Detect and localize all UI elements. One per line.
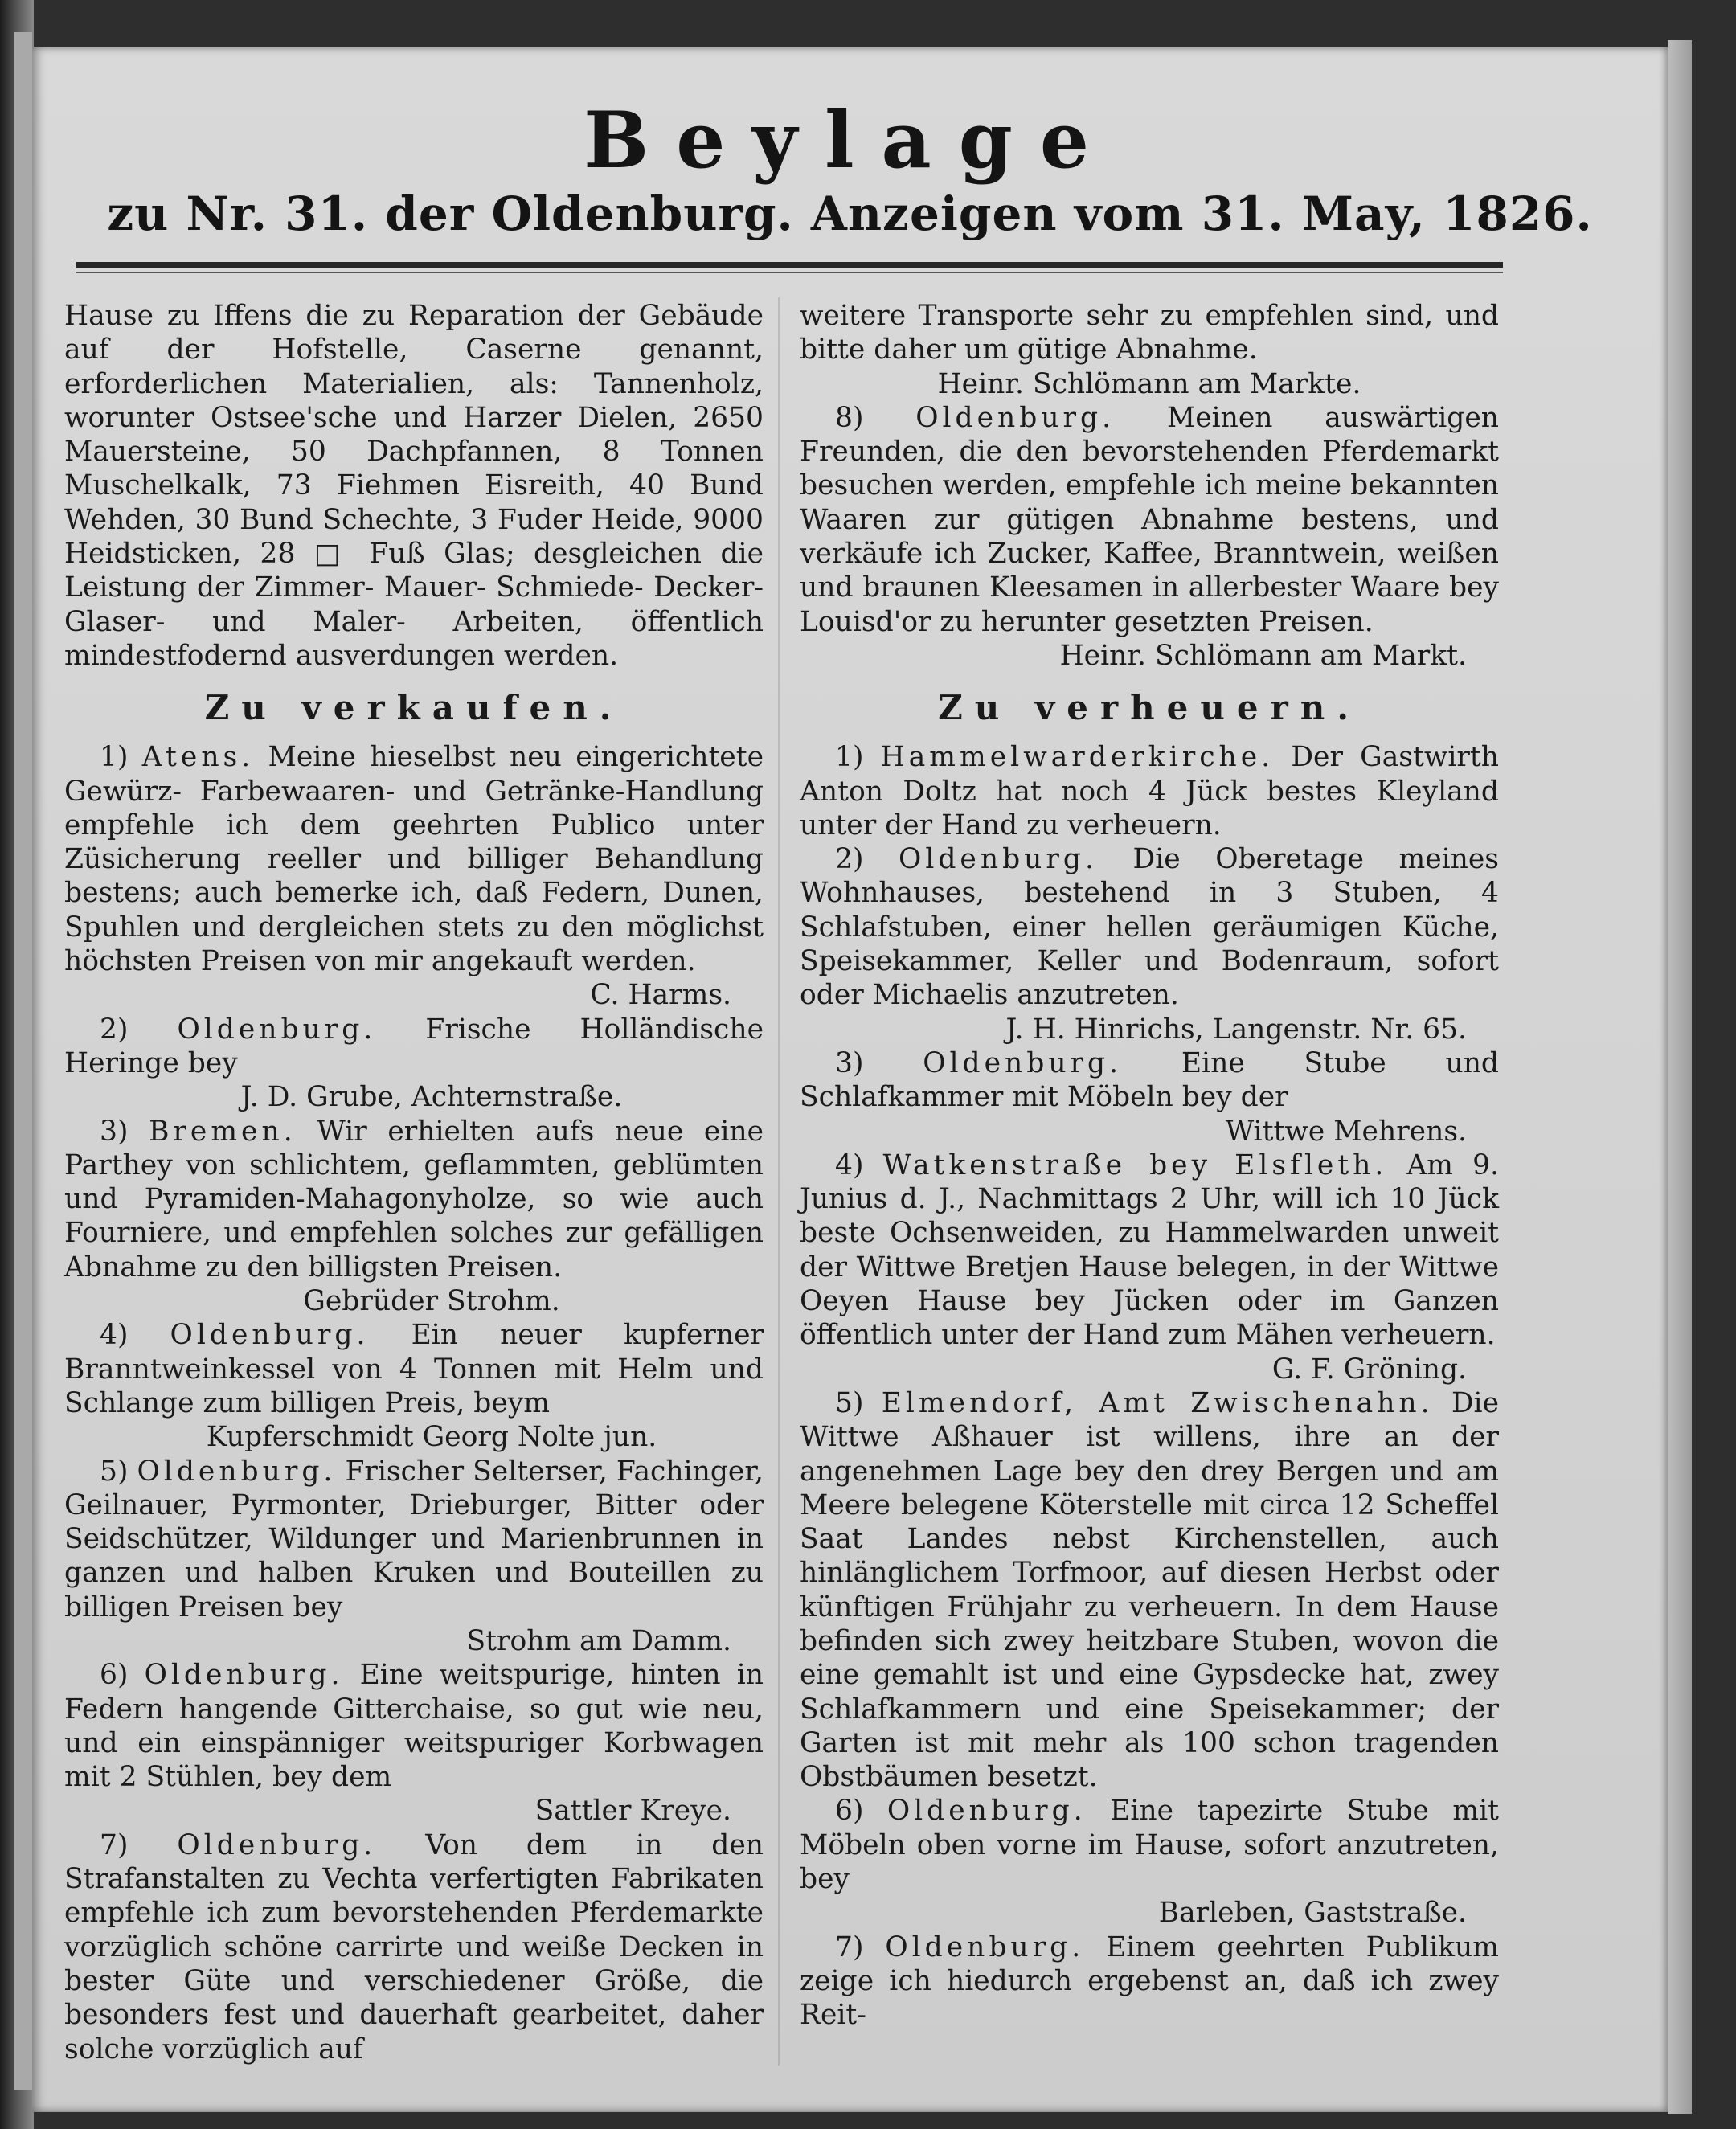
header-rule-thin bbox=[76, 272, 1503, 273]
ad-item bbox=[800, 1386, 1499, 1795]
ad-item bbox=[800, 1930, 1499, 2033]
item-signature: J. H. Hinrichs, Langenstr. Nr. 65. bbox=[1005, 1013, 1467, 1046]
item-place: Oldenburg. bbox=[137, 1455, 337, 1488]
ad-item bbox=[800, 1046, 1499, 1148]
item-text: Am 9. Junius d. J., Nachmittags 2 Uhr, will ich 10 Jück beste Ochsenweiden, zu Hammelwarden unweit der Wittwe Bretjen Hause belegen, in der Wittwe Oeyen Hause bey Jücken oder im Ganzen öffentlich unter der Hand zum Mähen verheuern. bbox=[800, 1148, 1499, 1352]
ad-item bbox=[64, 1455, 764, 1659]
item-signature: Strohm am Damm. bbox=[466, 1624, 731, 1657]
item-number: 8) bbox=[835, 401, 864, 434]
page-stack-edge bbox=[1668, 40, 1692, 2114]
item-number: 4) bbox=[100, 1319, 129, 1352]
item-number: 6) bbox=[100, 1659, 129, 1692]
item-place: Bremen. bbox=[149, 1115, 297, 1148]
item-number: 3) bbox=[100, 1115, 129, 1148]
page-subtitle: zu Nr. 31. der Oldenburg. Anzeigen vom 31. May, 1826. bbox=[107, 186, 1593, 241]
item-signature: J. D. Grube, Achternstraße. bbox=[240, 1081, 623, 1114]
item-number: 4) bbox=[835, 1148, 864, 1181]
item-signature: Wittwe Mehrens. bbox=[1225, 1115, 1467, 1148]
item-signature: Sattler Kreye. bbox=[534, 1795, 731, 1828]
item-number: 2) bbox=[100, 1013, 129, 1046]
ad-item bbox=[64, 1013, 764, 1115]
ad-item bbox=[800, 401, 1499, 673]
item-place: Oldenburg. bbox=[885, 1930, 1085, 1963]
item-signature: Heinr. Schlömann am Markt. bbox=[1059, 639, 1467, 672]
item-place: Oldenburg. bbox=[915, 401, 1116, 434]
ad-item bbox=[800, 842, 1499, 1046]
item-signature: G. F. Gröning. bbox=[1271, 1353, 1467, 1386]
ad-item bbox=[800, 740, 1499, 842]
item-text: Ein neuer kupferner Branntweinkessel von 4 Tonnen mit Helm und Schlange zum billigen Preis, beym bbox=[64, 1319, 764, 1419]
item-number: 2) bbox=[835, 843, 864, 876]
item-place: Oldenburg. bbox=[177, 1828, 377, 1861]
ad-item bbox=[800, 1794, 1499, 1930]
item-place: Oldenburg. bbox=[886, 1795, 1087, 1828]
item-place: Oldenburg. bbox=[177, 1013, 377, 1046]
item-text: Eine weitspurige, hinten in Federn hangende Gitterchaise, so gut wie neu, und ein einspänniger weitspuriger Korbwagen mit 2 Stühlen, bey dem bbox=[64, 1659, 764, 1794]
item-number: 7) bbox=[835, 1930, 864, 1963]
item-signature: Kupferschmidt Georg Nolte jun. bbox=[206, 1421, 657, 1454]
item-signature: Gebrüder Strohm. bbox=[303, 1285, 560, 1318]
item-place: Hammelwarderkirche. bbox=[880, 741, 1275, 774]
item-text: Die Oberetage meines Wohnhauses, bestehend in 3 Stuben, 4 Schlafstuben, einer hellen geräumigen Küche, Speisekammer, Keller und Bodenraum, sofort oder Michaelis anzutreten. bbox=[800, 843, 1499, 1012]
item-text: Einem geehrten Publikum zeige ich hiedurch ergebenst an, daß ich zwey Reit- bbox=[800, 1930, 1499, 2032]
item-place: Atens. bbox=[141, 741, 255, 774]
column-gutter bbox=[778, 297, 780, 2066]
intro-paragraph: Hause zu Iffens die zu Reparation der Gebäude auf der Hofstelle, Caserne genannt, erforderlichen Materialien, als: Tannenholz, worunter Ostsee'sche und Harzer Dielen, 2650 Mauersteine, 50 Dachpfannen, 8 Tonnen Muschelkalk, 73 Fiehmen Eisreith, 40 Bund Wehden, 30 Bund Schechte, 3 Fuder Heide, 9000 Heidsticken, 28 □ Fuß Glas; desgleichen die Leistung der Zimmer- Mauer- Schmiede- Decker- Glaser- und Maler- Arbeiten, öffentlich mindestfodernd ausverdungen werden. bbox=[64, 300, 764, 672]
left-column bbox=[64, 299, 764, 2066]
right-column bbox=[800, 299, 1499, 2033]
page-title: Beylage bbox=[583, 95, 1116, 186]
item-text: Meinen auswärtigen Freunden, die den bevorstehenden Pferdemarkt besuchen werden, empfehle ich meine bekannten Waaren zur gütigen Abnahme bestens, und verkäufe ich Zucker, Kaffee, Branntwein, weißen und braunen Kleesamen in allerbester Waare bey Louisd'or zu herunter gesetzten Preisen. bbox=[800, 401, 1499, 638]
item-place: Elmendorf, Amt Zwischenahn. bbox=[881, 1386, 1434, 1419]
item-number: 1) bbox=[835, 741, 864, 774]
item-place: Oldenburg. bbox=[170, 1319, 370, 1352]
item-place: Oldenburg. bbox=[923, 1046, 1123, 1079]
item-signature: C. Harms. bbox=[590, 979, 731, 1012]
item-number: 5) bbox=[100, 1455, 129, 1488]
ad-item bbox=[800, 1148, 1499, 1386]
ad-item bbox=[64, 1115, 764, 1319]
item-signature: Barleben, Gaststraße. bbox=[1158, 1897, 1467, 1930]
item-text: Eine tapezirte Stube mit Möbeln oben vorne im Hause, sofort anzutreten, bey bbox=[800, 1795, 1500, 1896]
continuation-signature: Heinr. Schlömann am Markte. bbox=[937, 367, 1361, 400]
continuation-text: weitere Transporte sehr zu empfehlen sind, und bitte daher um gütige Abnahme. bbox=[800, 300, 1499, 366]
item-place: Oldenburg. bbox=[144, 1659, 344, 1692]
item-text: Frische Holländische Heringe bey bbox=[64, 1013, 764, 1079]
item-text: Die Wittwe Aßhauer ist willens, ihre an der angenehmen Lage bey den drey Bergen und am Meere belegene Köterstelle mit circa 12 Scheffel Saat Landes nebst Kirchenstellen, auch hinlänglichem Torfmoor, auf diesen Herbst oder künftigen Frühjahr zu verheuern. In dem Hause befinden sich zwey heitzbare Stuben, wovon die eine gemahlt ist und eine Gypsdecke hat, zwey Schlafkammern und eine Speisekammer; der Garten ist mit mehr als 100 schon tragenden Obstbäumen besetzt. bbox=[800, 1386, 1500, 1794]
item-number: 6) bbox=[835, 1795, 864, 1828]
ad-item bbox=[64, 1828, 764, 2066]
item-number: 5) bbox=[835, 1386, 864, 1419]
item-text: Eine Stube und Schlafkammer mit Möbeln bey der bbox=[800, 1046, 1500, 1114]
item-text: Wir erhielten aufs neue eine Parthey von schlichtem, geflammten, geblümten und Pyramiden-Mahagonyholze, so wie auch Fourniere, und empfehlen solches zur gefälligen Abnahme zu den billigsten Preisen. bbox=[64, 1115, 764, 1284]
item-number: 3) bbox=[835, 1046, 864, 1079]
previous-page-edge bbox=[14, 32, 32, 2090]
item-text: Frischer Selterser, Fachinger, Geilnauer, Pyrmonter, Drieburger, Bitter oder Seidschützer, Wildunger und Marienbrunnen in ganzen und halben Kruken und Bouteillen zu billigen Preisen bey bbox=[64, 1455, 764, 1623]
section-heading-zu-verheuern: Zu verheuern. bbox=[938, 688, 1361, 728]
continuation-paragraph bbox=[800, 299, 1499, 401]
item-text: Meine hieselbst neu eingerichtete Gewürz- Farbewaaren- und Getränke-Handlung empfehle ich dem geehrten Publico unter Züsicherung reeller und billiger Behandlung bestens; auch bemerke ich, daß Federn, Dunen, Spuhlen und dergleichen stets zu den möglichst höchsten Preisen von mir angekauft werden. bbox=[64, 741, 764, 978]
header-rule bbox=[76, 262, 1503, 268]
item-place: Watkenstraße bey Elsfleth. bbox=[882, 1148, 1388, 1181]
item-text: Der Gastwirth Anton Doltz hat noch 4 Jück bestes Kleyland unter der Hand zu verheuern. bbox=[800, 741, 1500, 841]
item-text: Von dem in den Strafanstalten zu Vechta verfertigten Fabrikaten empfehle ich zum bevorstehenden Pferdemarkte vorzüglich schöne carrirte und weiße Decken in bester Güte und verschiedener Größe, die besonders fest und dauerhaft gearbeitet, daher solche vorzüglich auf bbox=[64, 1828, 764, 2066]
item-place: Oldenburg. bbox=[899, 843, 1098, 876]
ad-item bbox=[64, 740, 764, 1012]
section-heading-zu-verkaufen: Zu verkaufen. bbox=[204, 688, 624, 728]
ad-item bbox=[64, 1658, 764, 1828]
item-number: 7) bbox=[100, 1828, 129, 1861]
ad-item bbox=[64, 1318, 764, 1454]
item-number: 1) bbox=[100, 741, 129, 774]
